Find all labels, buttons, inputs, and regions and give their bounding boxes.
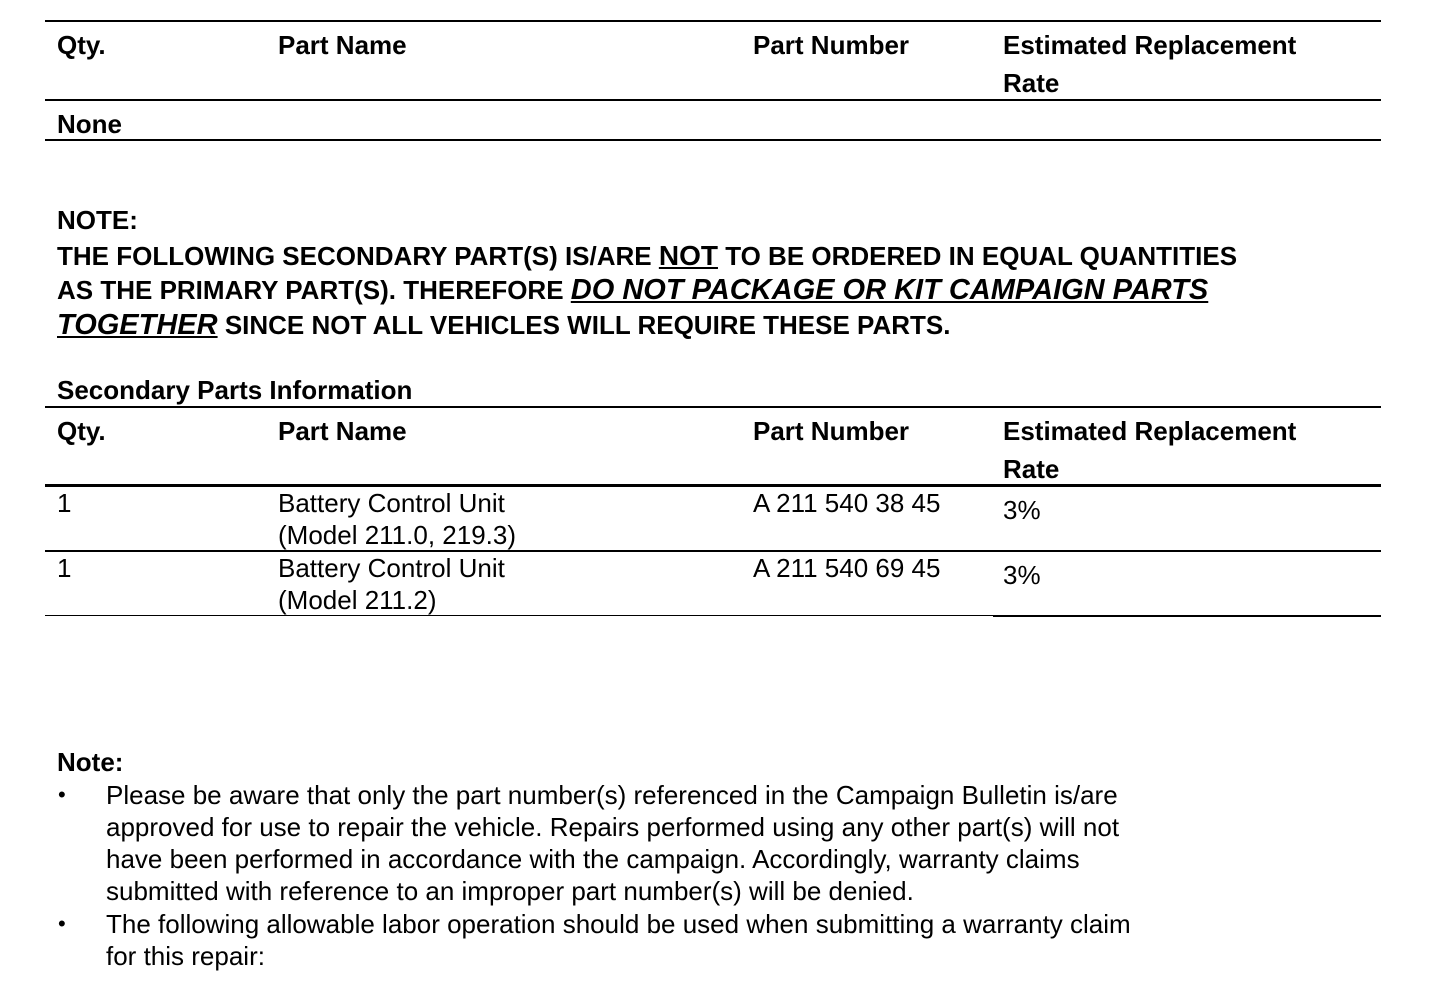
table-row-1-qty: 1: [57, 488, 72, 518]
secondary-table-row-rule: [45, 550, 1381, 552]
table-row-1-part-number: A 211 540 38 45: [753, 488, 941, 518]
secondary-header-part-name: Part Name: [278, 416, 407, 446]
bullet-2-line-1: The following allowable labor operation should be used when submitting a warranty claim: [106, 909, 1131, 939]
primary-header-part-number: Part Number: [753, 30, 910, 60]
primary-header-rate: [1003, 26, 1296, 102]
note-caps-emphasis-2: TOGETHER: [57, 309, 218, 341]
secondary-table-title: Secondary Parts Information: [57, 375, 413, 405]
primary-header-rate-line1: Estimated Replacement: [1003, 30, 1297, 60]
table-row-2-part-name: [278, 552, 505, 616]
table-row-2-qty: 1: [57, 553, 72, 583]
primary-header-part-name: Part Name: [278, 30, 407, 60]
bullet-1-line-2: approved for use to repair the vehicle. Repairs performed using any other part(s) will not: [106, 812, 1120, 842]
secondary-header-part-number: Part Number: [753, 416, 910, 446]
primary-table-top-rule: [45, 20, 1381, 22]
table-row-2-rate: 3%: [1003, 560, 1041, 590]
secondary-header-rate: [1003, 412, 1296, 488]
secondary-table-bottom-rule-left: [45, 615, 993, 616]
primary-row-none: None: [57, 109, 122, 139]
secondary-table-bottom-rule-right: [993, 615, 1381, 617]
table-row-2-name-line1: Battery Control Unit: [278, 553, 505, 583]
table-row-1-name-line2: (Model 211.0, 219.3): [278, 520, 516, 550]
bullet-1-symbol: •: [58, 782, 66, 807]
table-row-1-part-name: [278, 487, 516, 551]
note-caps-line-1-a: THE FOLLOWING SECONDARY PART(S) IS/ARE: [57, 241, 659, 271]
bullet-1-line-4: submitted with reference to an improper part number(s) will be denied.: [106, 876, 914, 906]
note-caps-line-1: [57, 238, 1237, 274]
table-row-2-part-number: A 211 540 69 45: [753, 553, 941, 583]
secondary-header-rate-line2: Rate: [1003, 454, 1060, 484]
table-row-2-name-line2: (Model 211.2): [278, 585, 437, 615]
secondary-header-rate-line1: Estimated Replacement: [1003, 416, 1297, 446]
secondary-header-qty: Qty.: [57, 416, 106, 446]
note-caps-line-1-b: TO BE ORDERED IN EQUAL QUANTITIES: [717, 241, 1238, 271]
note-caps-line-2: [57, 273, 1208, 308]
bullet-2-symbol: •: [58, 911, 66, 936]
note-caps-label: NOTE:: [57, 205, 138, 235]
secondary-table-header-rule: [45, 484, 1381, 487]
secondary-table-top-rule: [45, 406, 1381, 408]
bullet-1-text: [106, 779, 1119, 907]
note-caps-not: NOT: [658, 240, 718, 271]
note-caps-emphasis-1: DO NOT PACKAGE OR KIT CAMPAIGN PARTS: [570, 274, 1209, 306]
primary-header-qty: Qty.: [57, 30, 106, 60]
note-caps-line-3-b: SINCE NOT ALL VEHICLES WILL REQUIRE THESE PARTS.: [217, 310, 951, 340]
note-caps-line-2-a: AS THE PRIMARY PART(S). THEREFORE: [57, 275, 571, 305]
bullet-2-line-2: for this repair:: [106, 941, 265, 971]
primary-table-header-rule: [45, 99, 1381, 101]
bullet-1-line-1: Please be aware that only the part number(s) referenced in the Campaign Bulletin is/are: [106, 780, 1118, 810]
bottom-note-label: Note:: [57, 747, 124, 777]
table-row-1-rate: 3%: [1003, 495, 1041, 525]
table-row-1-name-line1: Battery Control Unit: [278, 488, 505, 518]
note-caps-line-3: [57, 308, 950, 343]
bullet-1-line-3: have been performed in accordance with the campaign. Accordingly, warranty claims: [106, 844, 1080, 874]
primary-header-rate-line2: Rate: [1003, 68, 1060, 98]
primary-table-bottom-rule: [45, 139, 1381, 141]
bullet-2-text: [106, 908, 1131, 972]
